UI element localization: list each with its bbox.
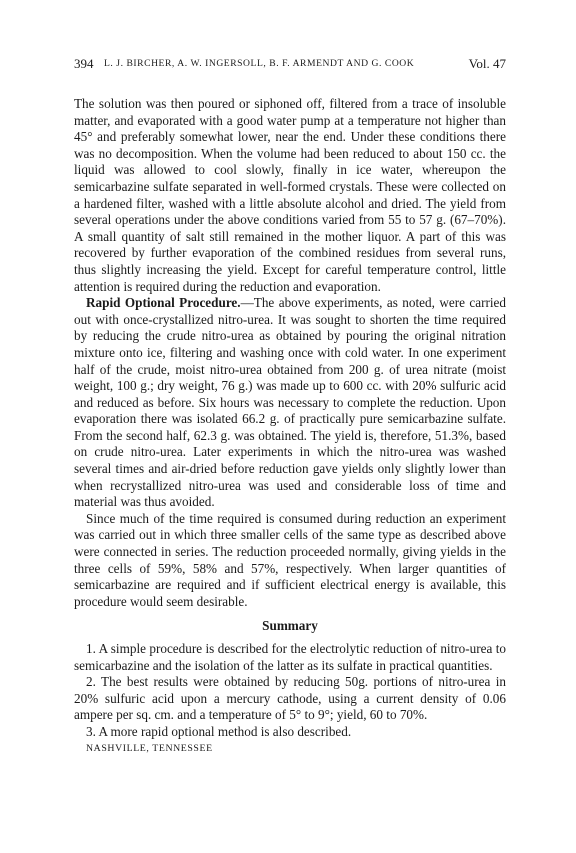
rapid-procedure-text: —The above experiments, as noted, were carried out with once-crystallized nitro-urea. It was sought to shorten the time required by reducing the crude nitro-urea as obtained by pouring the original nitration mixture onto ice, filtering and washing once with cold water. In one experiment half of the crude, moist nitro-urea obtained from 200 g. of urea nitrate (moist weight, 100 g.; dry weight, 76 g.) was made up to 600 cc. with 20% sulfuric acid and reduced as before. Six hours was necessary to complete the reduction. Upon evaporation there was isolated 66.2 g. of practically pure semicarbazine sulfate. From the second half, 62.3 g. was obtained. The yield is, therefore, 51.3%, based on crude nitro-urea. Later experiments in which the nitro-urea was washed several times and air-dried before reduction gave yields only slightly lower than when recrystallized nitro-urea was used and considerable loss of time and material was thus avoided. bbox=[74, 295, 507, 510]
paragraph-rapid-procedure bbox=[74, 295, 506, 511]
article-body bbox=[74, 96, 506, 757]
paragraph-purification: The solution was then poured or siphoned off, filtered from a trace of insoluble matter, and evaporated with a good water pump at a temperature not higher than 45° and preferably somewhat lower, near the end. Under these conditions there was no decomposition. When the volume had been reduced to about 150 cc. the liquid was allowed to cool slowly, finally in ice water, whereupon the semicarbazine sulfate separated in well-formed crystals. These were collected on a hardened filter, washed with a little absolute alcohol and dried. The yield from several operations under the above conditions varied from 55 to 57 g. (67–70%). A small quantity of salt still remained in the mother liquor. A part of this was recovered by further evaporation of the combined residues from several runs, thus slightly increasing the yield. Except for careful temperature control, little attention is required during the reduction and evaporation. bbox=[74, 96, 506, 294]
summary-item-3: 3. A more rapid optional method is also described. bbox=[86, 723, 352, 739]
summary-item-2: 2. The best results were obtained by reducing 50g. portions of nitro-urea in 20% sulfuric acid upon a mercury cathode, using a current density of 0.06 ampere per sq. cm. and a temperature of 5° to 9°; yield, 60 to 70%. bbox=[74, 674, 506, 723]
volume-number: Vol. 47 bbox=[468, 56, 506, 71]
author-location: NASHVILLE, TENNESSEE bbox=[86, 742, 213, 754]
rapid-procedure-heading: Rapid Optional Procedure. bbox=[86, 295, 241, 311]
summary-item-1: 1. A simple procedure is described for the electrolytic reduction of nitro-urea to semicarbazine and the isolation of the latter as its sulfate in practical quantities. bbox=[74, 641, 506, 673]
header-authors: L. J. BIRCHER, A. W. INGERSOLL, B. F. ARMENDT AND G. COOK bbox=[104, 58, 415, 69]
page-number: 394 bbox=[74, 56, 94, 71]
running-header bbox=[74, 56, 506, 76]
paragraph-series-cells: Since much of the time required is consumed during reduction an experiment was carried out in which three smaller cells of the same type as described above were connected in series. The reduction proceeded normally, giving yields in the three cells of 59%, 58% and 57%, respectively. When larger quantities of semicarbazine are required and if sufficient electrical energy is available, this procedure would seem desirable. bbox=[74, 510, 506, 609]
summary-heading: Summary bbox=[262, 618, 318, 634]
